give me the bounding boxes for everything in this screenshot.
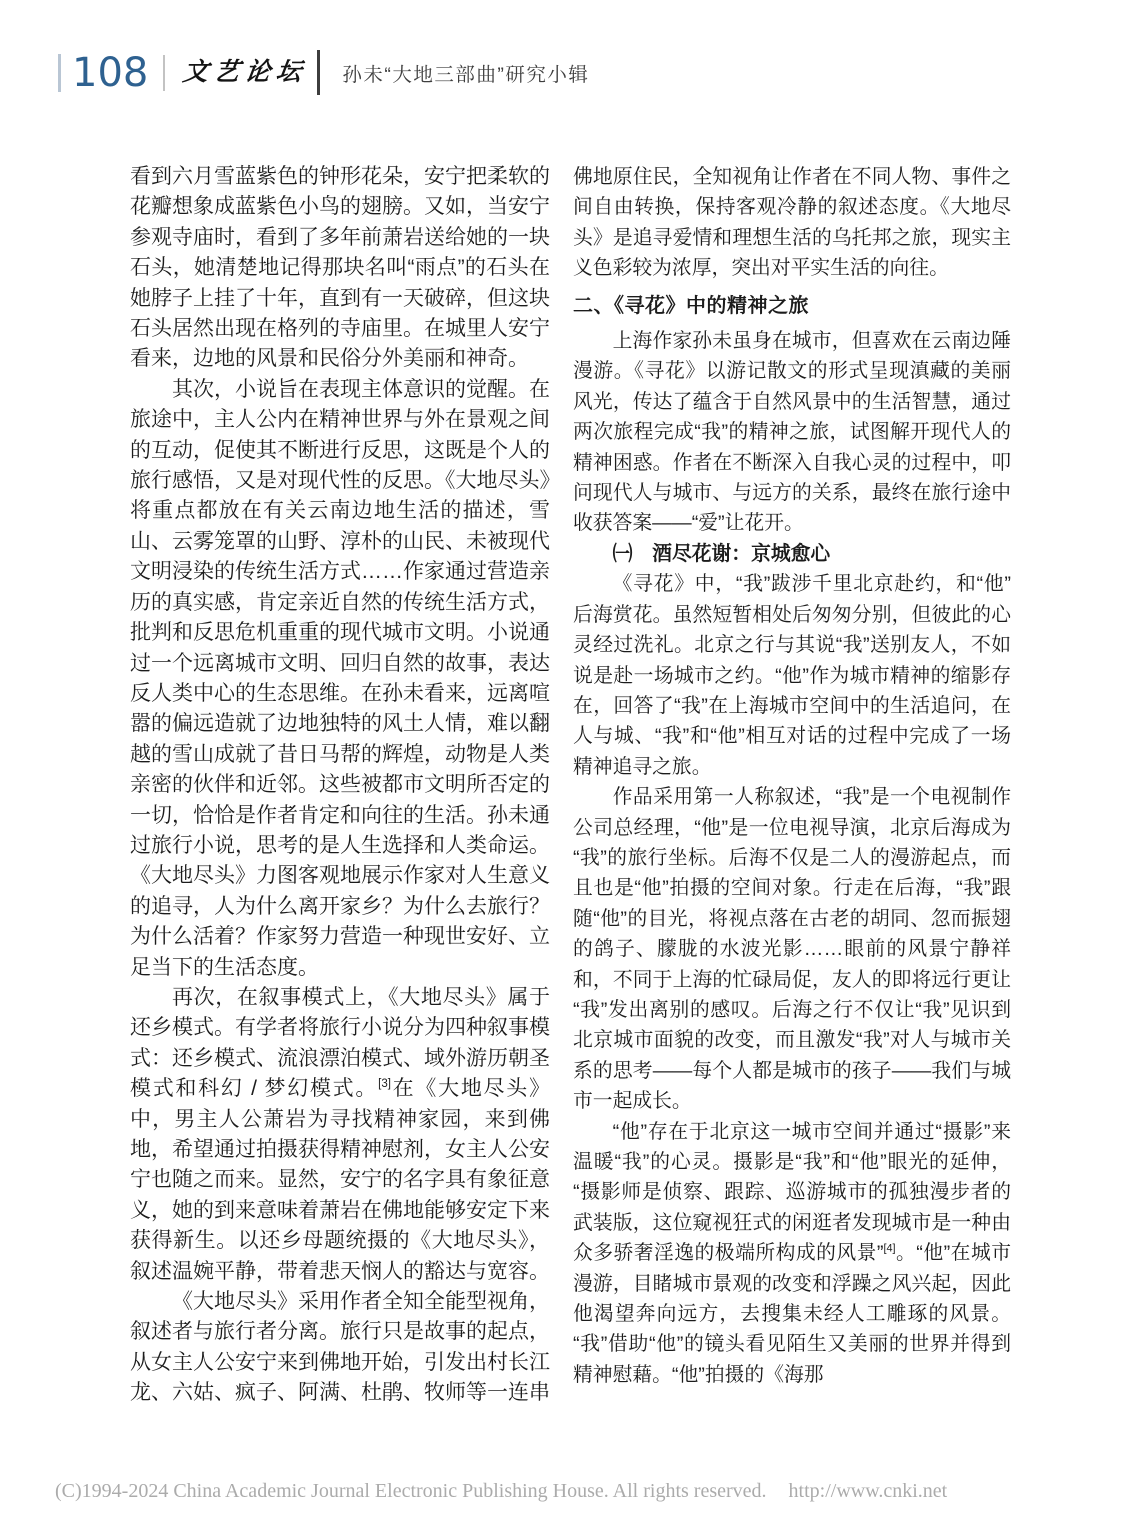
journal-logo: 文艺论坛 [181,58,310,86]
issue-title: 孙未“大地三部曲”研究小辑 [342,63,590,86]
page-number: 108 [72,49,149,96]
paragraph: 看到六月雪蓝紫色的钟形花朵，安宁把柔软的花瓣想象成蓝紫色小鸟的翅膀。又如，当安宁参观寺庙时，看到了多年前萧岩送给她的一块石头，她清楚地记得那块名叫“雨点”的石头在她脖子上挂了十年，直到有一天破碎，但这块石头居然出现在格列的寺庙里。在城里人安宁看来，边地的风景和民俗分外美丽和神奇。 [130,165,550,371]
section-heading: 二、《寻花》中的精神之旅 [573,294,809,317]
copyright-text: (C)1994-2024 China Academic Journal Electronic Publishing House. All rights reserved. [55,1480,767,1502]
page-footer [55,1480,947,1503]
footnote-ref-3: [3] [378,1078,391,1091]
footnote-ref-4: [4] [883,1242,896,1255]
paragraph [573,1117,1011,1391]
header-divider-dark [317,50,320,95]
paragraph: 《大地尽头》采用作者全知全能型视角，叙述者与旅行者分离。旅行只是故事的起点，从女主人公安宁来到佛地开始，引发出村长江龙、六姑、疯子、阿满、杜鹃、牧师等一连串 [130,1290,550,1405]
right-column [573,162,1011,1409]
paragraph: 佛地原住民，全知视角让作者在不同人物、事件之间自由转换，保持客观冷静的叙述态度。《大地尽头》是追寻爱情和理想生活的乌托邦之旅，现实主义色彩较为浓厚，突出对平实生活的向往。 [573,166,1011,280]
cnki-url: http://www.cnki.net [788,1480,948,1502]
paragraph-text: “他”存在于北京这一城市空间并通过“摄影”来温暖“我”的心灵。摄影是“我”和“他”眼光的延伸，“摄影师是侦察、跟踪、巡游城市的孤独漫步者的武装版，这位窥视狂式的闲逛者发现城市是一种由众多骄奢淫逸的极端所构成的风景” [573,1120,1011,1265]
paragraph-text: 在《大地尽头》中，男主人公萧岩为寻找精神家园，来到佛地，希望通过拍摄获得精神慰剂，女主人公安宁也随之而来。显然，安宁的名字具有象征意义，她的到来意味着萧岩在佛地能够安定下来获得新生。以还乡母题统摄的《大地尽头》，叙述温婉平静，带着悲天悯人的豁达与宽容。 [130,1077,550,1283]
paragraph: 其次，小说旨在表现主体意识的觉醒。在旅途中，主人公内在精神世界与外在景观之间的互动，促使其不断进行反思，这既是个人的旅行感悟，又是对现代性的反思。《大地尽头》将重点都放在有关云南边地生活的描述，雪山、云雾笼罩的山野、淳朴的山民、未被现代文明浸染的传统生活方式……作家通过营造亲历的真实感，肯定亲近自然的传统生活方式，批判和反思危机重重的现代城市文明。小说通过一个远离城市文明、回归自然的故事，表达反人类中心的生态思维。在孙未看来，远离喧嚣的偏远造就了边地独特的风土人情，难以翻越的雪山成就了昔日马帮的辉煌，动物是人类亲密的伙伴和近邻。这些被都市文明所否定的一切，恰恰是作者肯定和向往的生活。孙未通过旅行小说，思考的是人生选择和人类命运。《大地尽头》力图客观地展示作家对人生意义的追寻，人为什么离开家乡？为什么去旅行？为什么活着？作家努力营造一种现世安好、立足当下的生活态度。 [130,377,550,979]
article-body [130,162,1011,1409]
left-column [130,162,550,1409]
paragraph: 上海作家孙未虽身在城市，但喜欢在云南边陲漫游。《寻花》以游记散文的形式呈现滇藏的美丽风光，传达了蕴含于自然风景中的生活智慧，通过两次旅程完成“我”的精神之旅，试图解开现代人的精神困惑。作者在不断深入自我心灵的过程中，叩问现代人与城市、与远方的关系，最终在旅行途中收获答案——“爱”让花开。 [573,330,1011,535]
paragraph-text: 。“他”在城市漫游，目睹城市景观的改变和浮躁之风兴起，因此他渴望奔向远方，去搜集未经人工雕琢的风景。“我”借助“他”的镜头看见陌生又美丽的世界并得到精神慰藉。“他”拍摄的《海那 [573,1242,1011,1386]
paragraph [130,983,550,1287]
paragraph: 《寻花》中，“我”跋涉千里北京赴约，和“他”后海赏花。虽然短暂相处后匆匆分别，但彼此的心灵经过洗礼。北京之行与其说“我”送别友人，不如说是赴一场城市之约。“他”作为城市精神的缩影存在，回答了“我”在上海城市空间中的生活追问，在人与城、“我”和“他”相互对话的过程中完成了一场精神追寻之旅。 [573,573,1011,778]
header-accent-bar [58,54,61,92]
header-divider [163,55,165,91]
paragraph-text: 再次，在叙事模式上，《大地尽头》属于还乡模式。有学者将旅行小说分为四种叙事模式：还乡模式、流浪漂泊模式、域外游历朝圣模式和科幻 / 梦幻模式。 [130,985,550,1101]
page-header [58,50,589,95]
paragraph: 作品采用第一人称叙述，“我”是一个电视制作公司总经理，“他”是一位电视导演，北京后海成为“我”的旅行坐标。后海不仅是二人的漫游起点，而且也是“他”拍摄的空间对象。行走在后海，“我”跟随“他”的目光，将视点落在古老的胡同、忽而振翅的鸽子、朦胧的水波光影……眼前的风景宁静祥和，不同于上海的忙碌局促，友人的即将远行更让“我”发出离别的感叹。后海之行不仅让“我”见识到北京城市面貌的改变，而且激发“我”对人与城市关系的思考——每个人都是城市的孩子——我们与城市一起成长。 [573,786,1011,1113]
subsection-heading: ㈠ 酒尽花谢：京城愈心 [612,542,831,565]
